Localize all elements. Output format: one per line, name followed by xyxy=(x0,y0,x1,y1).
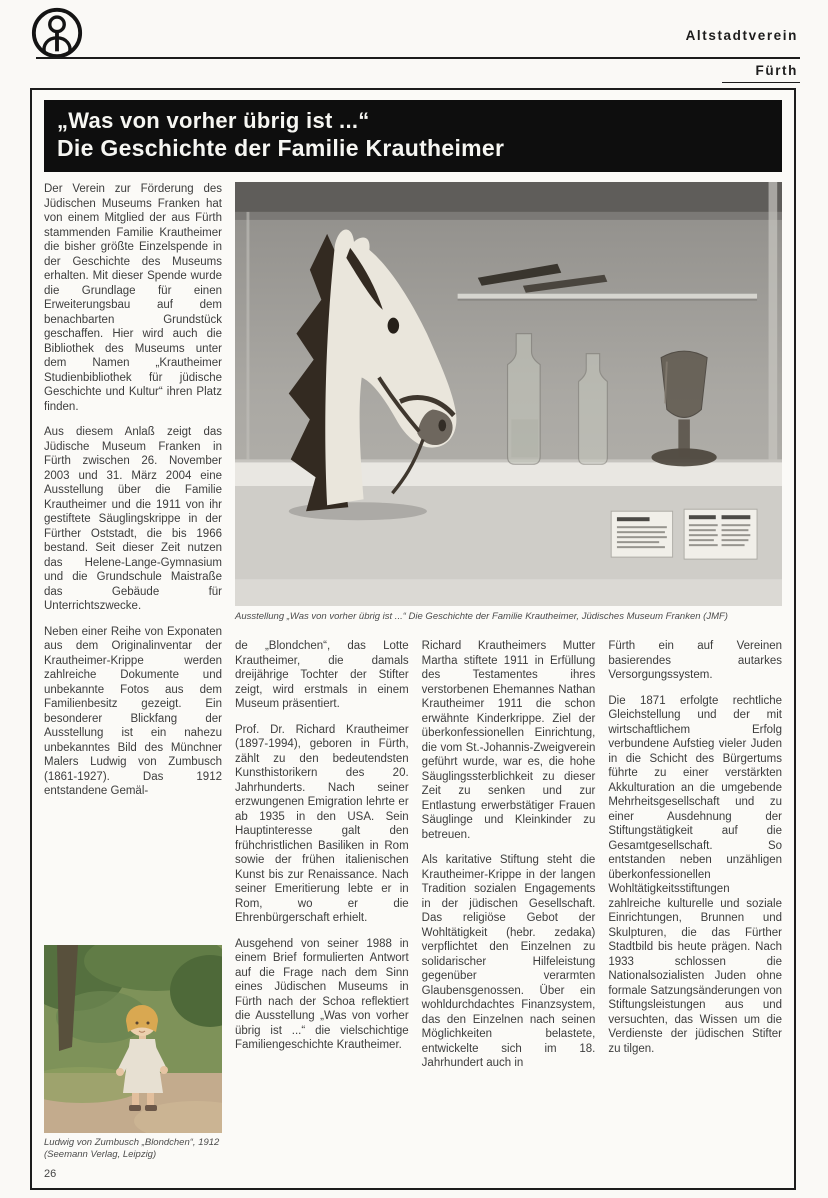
text-column-2 xyxy=(235,639,409,1082)
paragraph: Fürth ein auf Vereinen basierendes autarkes Versorgungssystem. xyxy=(608,640,783,681)
article-frame xyxy=(30,88,796,1190)
org-city: Fürth xyxy=(755,63,798,78)
article-title-bar xyxy=(44,100,782,172)
article-right-area xyxy=(235,182,782,1180)
lower-columns xyxy=(235,639,782,1082)
text-column-3 xyxy=(422,639,596,1082)
paragraph: Ausgehend von seiner 1988 in einem Brief formulierten Antwort auf die Frage nach dem Sinn eines Jüdischen Museums in Fürth nach der Schoa reflektiert die Ausstellung „Was von vorher übrig ist ...“ die vielschichtige Familiengeschichte Krautheimer. xyxy=(235,937,409,1051)
article-title-line2: Die Geschichte der Familie Krautheimer xyxy=(57,135,505,161)
label-card-1 xyxy=(611,511,672,557)
paragraph: Die 1871 erfolgte rechtliche Gleichstellung und der mit wirtschaftlichem Erfolg verbundene Aufstieg vieler Juden in die Schicht des Bürgertums führte zu einer verstärkten Akkulturation an die umgebende Mehrheitsgesellschaft und zu einer Ausdehnung der Stiftungstätigkeit auf die Gesamtgesellschaft. So entstanden neben unzähligen überkonfessionellen Wohltätigkeitsstiftungen zahlreiche kulturelle und soziale Einrichtungen, Brunnen und Skulpturen, die das Fürther Stadtbild bis heute prägen. Nach 1933 schlossen die Nationalsozialisten Juden ohne formale Satzungsänderungen von Stiftungsleistungen aus und versuchten, das Wissen um die Verdienste der jüdischen Stifter zu tilgen. xyxy=(608,694,783,1055)
text-column-4 xyxy=(608,639,782,1082)
column-1-text xyxy=(44,182,222,810)
blondchen-painting-figure xyxy=(44,945,222,1161)
paragraph: Richard Krautheimers Mutter Martha stiftete 1911 in Erfüllung des Testamentes ihres verstorbenen Ehemannes Nathan Krautheimer 1911 die schon erwähnte Kinderkrippe. Ziel der überkonfessionellen Einrichtung, die vom St.-Johannis-Zweigverein geführt wurde, war es, die hohe Säuglingssterblichkeit zu dieser Zeit zu senken und zur Entlastung erwerbstätiger Frauen Säuglinge und Kleinkinder zu betreuen. xyxy=(421,640,596,841)
painting-caption: Ludwig von Zumbusch „Blondchen“, 1912 (Seemann Verlag, Leipzig) xyxy=(44,1137,220,1160)
header-rule xyxy=(36,57,800,59)
blondchen-painting xyxy=(44,945,222,1133)
altstadtverein-logo-icon xyxy=(30,6,84,60)
text-column-1 xyxy=(44,182,222,1180)
article-content xyxy=(44,182,782,1180)
paragraph: Als karitative Stiftung steht die Krautheimer-Krippe in der langen Tradition sozialen Engagements in der jüdischen Gesellschaft. Das religiöse Gebot der Wohltätigkeit (hebr. zedaka) verpflichtet den Einzelnen zu solidarischer Hilfeleistung gegenüber verarmten Glaubensgenossen. Über ein wohldurchdachtes Finanzsystem, das den Einzelnen nach seinen Möglichkeiten belastete, entwickelte sich im 18. Jahrhundert auch in xyxy=(421,854,596,1069)
org-name: Altstadtverein xyxy=(685,28,798,43)
paragraph: Der Verein zur Förderung des Jüdischen Museums Franken hat von einem Mitglied der aus Fürth stammenden Familie Krautheimer die bisher größte Einzelspende in der Geschichte des Museums erhalten. Mit dieser Spende wurde die Grundlage für einen Erweiterungsbau auf dem benachbarten Grundstück geschaffen. Hier wird auch die Bibliothek des Museums unter dem Namen „Krautheimer Studienbibliothek für jüdische Geschichte und Kultur“ ihren Platz finden. xyxy=(44,183,222,413)
label-card-2 xyxy=(684,509,757,559)
paragraph: de „Blondchen“, das Lotte Krautheimer, die damals dreijährige Tochter der Stifter zeigt, wird erstmals in einem Museum präsentiert. xyxy=(235,640,409,710)
photo-caption: Ausstellung „Was von vorher übrig ist ...“ Die Geschichte der Familie Krautheimer, Jüdisches Museum Franken (JMF) xyxy=(235,611,728,622)
city-rule xyxy=(722,82,800,83)
paragraph: Neben einer Reihe von Exponaten aus dem Originalinventar der Krautheimer-Krippe werden zahlreiche Dokumente und unbekannte Fotos aus dem Familienbesitz gezeigt. Ein besonderer Blickfang der Ausstellung ist ein nahezu unbekanntes Bild des Münchner Malers Ludwig von Zumbusch (1861-1927). Das 1912 entstandene Gemäl- xyxy=(44,625,222,797)
paragraph: Aus diesem Anlaß zeigt das Jüdische Museum Franken in Fürth zwischen 26. November 2003 und 31. März 2004 eine Ausstellung über die Familie Krautheimer und die 1911 von ihr gestiftete Säuglingskrippe in der Fürther Oststadt, die bis 1966 bestand. Seit dieser Zeit nutzen das Helene-Lange-Gymnasium und die Grundschule Maistraße das Gebäude für Unterrichtszwecke. xyxy=(44,426,222,612)
exhibition-photo-figure xyxy=(235,182,782,639)
page-number: 26 xyxy=(44,1168,57,1180)
exhibition-photo xyxy=(235,182,782,606)
paragraph: Prof. Dr. Richard Krautheimer (1897-1994), geboren in Fürth, zählt zu den bedeutendsten Kunsthistorikern des 20. Jahrhunderts. Nach seiner erzwungenen Emigration lehrte er ab 1935 in den USA. Sein Hauptinteresse galt den frühchristlichen Basiliken in Rom sowie der frühen italienischen Kunst bis zur Renaissance. Nach seiner Emeritierung lebte er in Rom, wo er die Ehrenbürgerschaft erhielt. xyxy=(235,723,409,924)
article-title-line1: „Was von vorher übrig ist ...“ xyxy=(57,108,370,133)
